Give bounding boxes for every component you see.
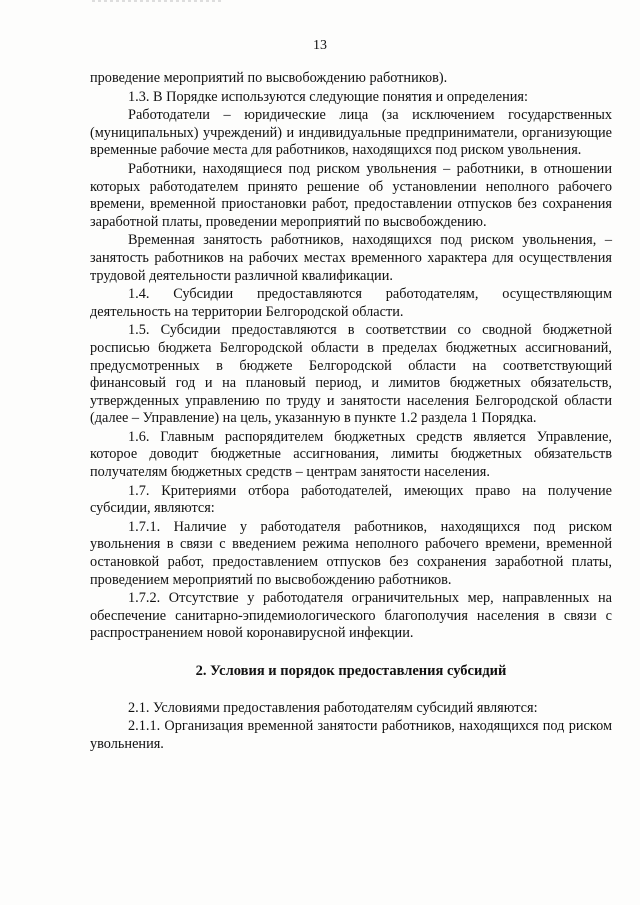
paragraph: 1.4. Субсидии предоставляются работодателям, осуществляющим деятельность на территории Белгородской области. <box>90 286 612 320</box>
paragraph: Временная занятость работников, находящихся под риском увольнения, – занятость работников на рабочих местах временного характера для осуществления трудовой деятельности различной квалификации. <box>90 232 612 284</box>
paragraph: 1.7. Критериями отбора работодателей, имеющих право на получение субсидии, являются: <box>90 482 612 517</box>
paragraph: Работодатели – юридические лица (за исключением государственных (муниципальных) учреждений) и индивидуальные предприниматели, организующие временные рабочие места для работников, находящихся под риском увольнения. <box>90 107 612 159</box>
paragraph: 1.7.1. Наличие у работодателя работников, находящихся под риском увольнения в связи с введением режима неполного рабочего времени, временной остановкой работ, предоставлением отпусков без сохранения заработной платы, проведением мероприятий по высвобождению работников. <box>90 518 612 588</box>
page-number: 13 <box>313 38 327 53</box>
paragraph: Работники, находящиеся под риском увольнения – работники, в отношении которых работодателем принято решение об установлении неполного рабочего времени, временной приостановки работ, предоставлении отпусков без сохранения заработной платы, проведении мероприятий по высвобождению. <box>90 160 612 230</box>
scan-artifact <box>92 0 222 2</box>
document-body <box>90 70 612 754</box>
paragraph: 1.5. Субсидии предоставляются в соответствии со сводной бюджетной росписью бюджета Белгородской области в пределах бюджетных ассигнований, предусмотренных в бюджете Белгородской области на соответствующий финансовый год и на плановый период, и лимитов бюджетных обязательств, утвержденных управлению по труду и занятости населения Белгородской области (далее – Управление) на цель, указанную в пункте 1.2 раздела 1 Порядка. <box>90 322 612 427</box>
paragraph: 1.6. Главным распорядителем бюджетных средств является Управление, которое доводит бюджетные ассигнования, лимиты бюджетных обязательств получателям бюджетных средств – центрам занятости населения. <box>90 428 612 481</box>
paragraph: 1.7.2. Отсутствие у работодателя ограничительных мер, направленных на обеспечение санитарно-эпидемиологического благополучия населения в связи с распространением новой коронавирусной инфекции. <box>90 590 612 642</box>
paragraph: 2.1.1. Организация временной занятости работников, находящихся под риском увольнения. <box>90 718 612 752</box>
paragraph: 1.3. В Порядке используются следующие понятия и определения: <box>128 88 528 105</box>
paragraph: проведение мероприятий по высвобождению работников). <box>90 70 448 86</box>
paragraph: 2.1. Условиями предоставления работодателям субсидий являются: <box>128 699 538 716</box>
section-heading: 2. Условия и порядок предоставления субсидий <box>195 663 507 679</box>
